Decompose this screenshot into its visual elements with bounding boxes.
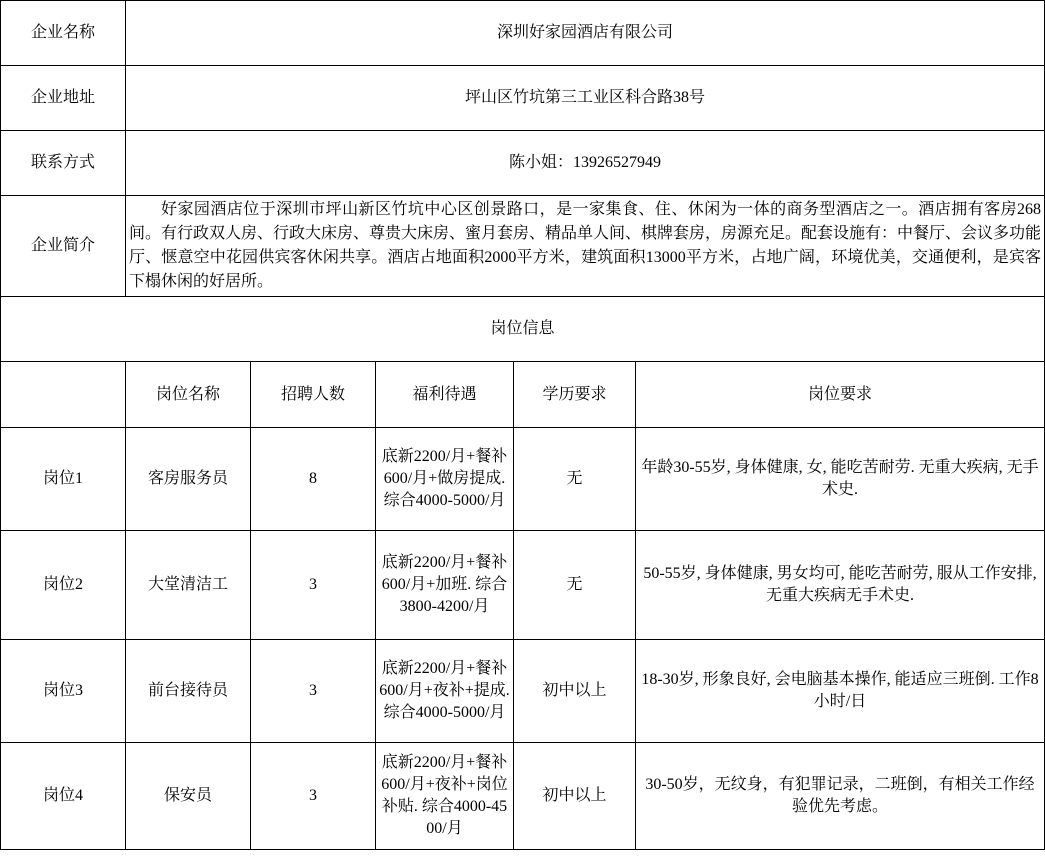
job-1-id: 岗位1 [1, 428, 126, 531]
job-row-3 [1, 640, 1045, 743]
job-1-education: 无 [514, 428, 636, 531]
jobs-header-count: 招聘人数 [251, 362, 376, 428]
job-row-1 [1, 428, 1045, 531]
job-4-id: 岗位4 [1, 743, 126, 850]
job-1-requirements: 年龄30-55岁, 身体健康, 女, 能吃苦耐劳. 无重大疾病, 无手术史. [636, 428, 1045, 531]
job-3-id: 岗位3 [1, 640, 126, 743]
job-2-education: 无 [514, 531, 636, 640]
job-4-benefits: 底新2200/月+餐补600/月+夜补+岗位补贴. 综合4000-4500/月 [376, 743, 514, 850]
jobs-header-row [1, 362, 1045, 428]
job-3-benefits: 底新2200/月+餐补600/月+夜补+提成. 综合4000-5000/月 [376, 640, 514, 743]
company-name-label: 企业名称 [1, 1, 126, 66]
job-3-requirements: 18-30岁, 形象良好, 会电脑基本操作, 能适应三班倒. 工作8小时/日 [636, 640, 1045, 743]
job-3-education: 初中以上 [514, 640, 636, 743]
jobs-header-requirements: 岗位要求 [636, 362, 1045, 428]
jobs-header-education: 学历要求 [514, 362, 636, 428]
job-row-4 [1, 743, 1045, 850]
company-intro-value [126, 196, 1045, 297]
job-1-name: 客房服务员 [126, 428, 251, 531]
company-address-row [1, 66, 1045, 131]
jobs-header-blank [1, 362, 126, 428]
job-1-benefits: 底新2200/月+餐补600/月+做房提成. 综合4000-5000/月 [376, 428, 514, 531]
job-2-id: 岗位2 [1, 531, 126, 640]
job-3-name: 前台接待员 [126, 640, 251, 743]
company-contact-value: 陈小姐：13926527949 [126, 131, 1045, 196]
job-2-benefits: 底新2200/月+餐补600/月+加班. 综合3800-4200/月 [376, 531, 514, 640]
job-2-count: 3 [251, 531, 376, 640]
company-name-value: 深圳好家园酒店有限公司 [126, 1, 1045, 66]
job-2-name: 大堂清洁工 [126, 531, 251, 640]
company-contact-label: 联系方式 [1, 131, 126, 196]
job-4-requirements: 30-50岁，无纹身，有犯罪记录，二班倒，有相关工作经验优先考虑。 [636, 743, 1045, 850]
company-name-row [1, 1, 1045, 66]
company-intro-row [1, 196, 1045, 297]
job-1-count: 8 [251, 428, 376, 531]
jobs-header-benefits: 福利待遇 [376, 362, 514, 428]
section-title-row [1, 297, 1045, 362]
job-4-count: 3 [251, 743, 376, 850]
job-4-name: 保安员 [126, 743, 251, 850]
company-contact-row [1, 131, 1045, 196]
company-intro-text: 好家园酒店位于深圳市坪山新区竹坑中心区创景路口，是一家集食、住、休闲为一体的商务型酒店之一。酒店拥有客房268间。有行政双人房、行政大床房、尊贵大床房、蜜月套房、精品单人间、棋牌套房，房源充足。配套设施有：中餐厅、会议多功能厅、惬意空中花园供宾客休闲共享。酒店占地面积2000平方米，建筑面积13000平方米，占地广阔，环境优美，交通便利，是宾客下榻休闲的好居所。 [129, 201, 1042, 290]
company-address-value: 坪山区竹坑第三工业区科合路38号 [126, 66, 1045, 131]
job-row-2 [1, 531, 1045, 640]
job-3-count: 3 [251, 640, 376, 743]
company-address-label: 企业地址 [1, 66, 126, 131]
jobs-header-name: 岗位名称 [126, 362, 251, 428]
company-intro-label: 企业简介 [1, 196, 126, 297]
section-title: 岗位信息 [1, 297, 1045, 362]
job-4-education: 初中以上 [514, 743, 636, 850]
job-2-requirements: 50-55岁, 身体健康, 男女均可, 能吃苦耐劳, 服从工作安排, 无重大疾病无手术史. [636, 531, 1045, 640]
